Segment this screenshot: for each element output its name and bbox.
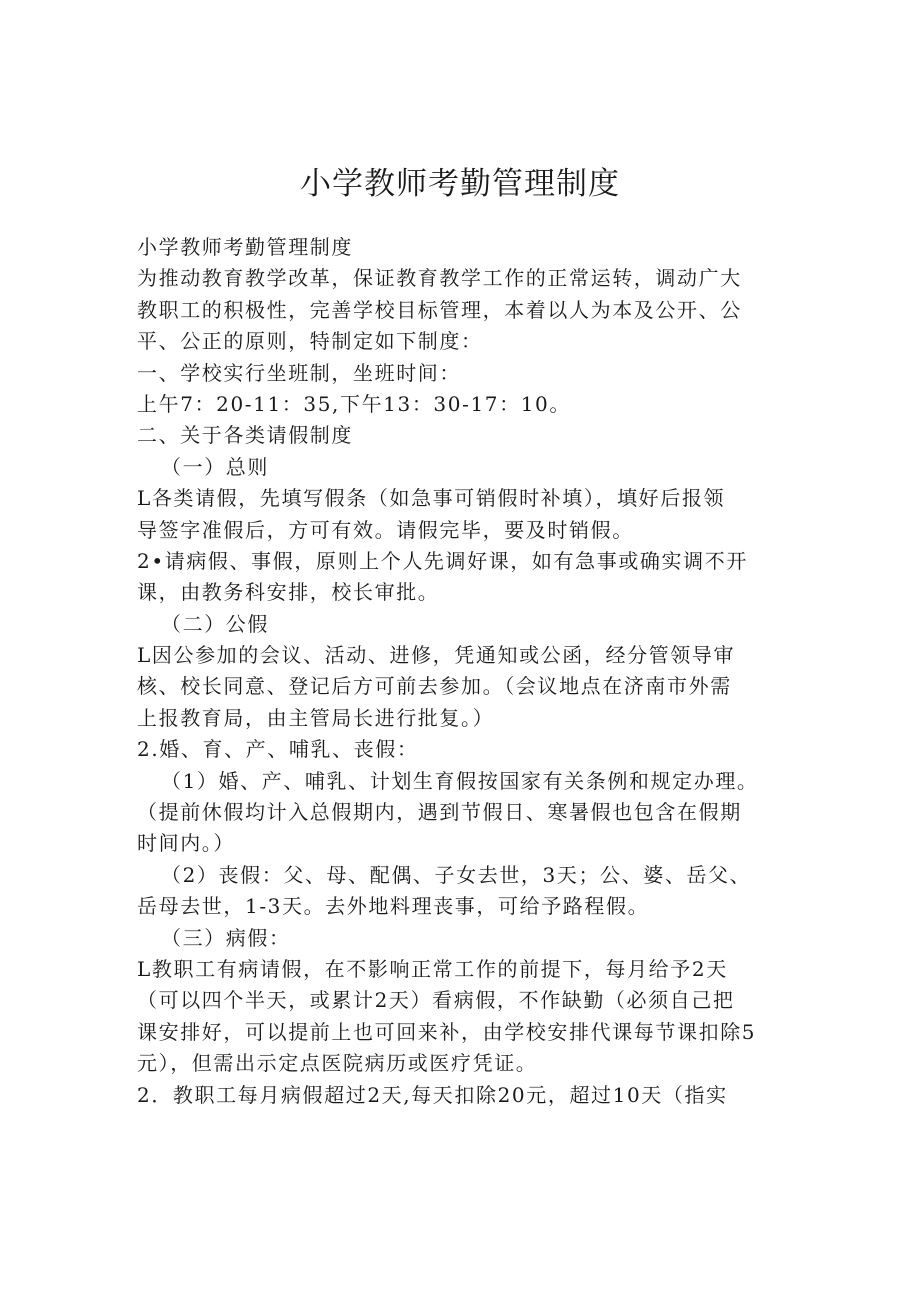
text-line: 为推动教育教学改革，保证教育教学工作的正常运转，调动广大 [137,266,742,291]
text-line: 元），但需出示定点医院病历或医疗凭证。 [137,1051,538,1076]
text-line: 一、学校实行坐班制，坐班时间： [137,360,461,385]
text-line: （可以四个半天，或累计2天）看病假，不作缺勤（必须自己把 [137,988,735,1013]
text-line: （三）病假： [161,925,291,950]
text-line: L教职工有病请假，在不影响正常工作的前提下，每月给予2天 [137,956,728,981]
text-line: 课安排好，可以提前上也可回来补，由学校安排代课每节课扣除5 [137,1019,757,1044]
text-line: L各类请假，先填写假条（如急事可销假时补填），填好后报领 [137,486,726,511]
text-line: 导签字准假后，方可有效。请假完毕，要及时销假。 [137,517,634,542]
text-line: 岳母去世，1-3天。去外地料理丧事，可给予路程假。 [137,894,650,919]
text-line: （2）丧假：父、母、配偶、子女去世，3天；公、婆、岳父、 [161,862,752,887]
text-line: 2．教职工每月病假超过2天,每天扣除20元，超过10天（指实 [137,1082,728,1107]
text-line: 时间内。） [137,831,235,856]
text-line: 平、公正的原则，特制定如下制度： [137,329,483,354]
text-line: 教职工的积极性，完善学校目标管理，本着以人为本及公开、公 [137,297,742,322]
text-line: 核、校长同意、登记后方可前去参加。（会议地点在济南市外需 [137,674,732,699]
text-line: （提前休假均计入总假期内，遇到节假日、寒暑假也包含在假期 [137,800,742,825]
text-line: 上报教育局，由主管局长进行批复。） [137,705,495,730]
text-line: （二）公假 [161,611,269,636]
text-line: 2.婚、育、产、哺乳、丧假： [137,737,419,762]
text-line: 小学教师考勤管理制度 [137,235,353,259]
text-line: L因公参加的会议、活动、进修，凭通知或公函，经分管领导审 [137,643,736,668]
text-line: （1）婚、产、哺乳、计划生育假按国家有关条例和规定办理。 [161,768,759,793]
text-line: 上午7：20-11：35,下午13：30-17：10。 [137,391,571,416]
text-line: 课，由教务科安排，校长审批。 [137,580,440,605]
document-body [137,232,807,1111]
text-line: 2•请病假、事假，原则上个人先调好课，如有急事或确实调不开 [137,548,748,573]
text-line: 二、关于各类请假制度 [137,423,353,448]
text-line: （一）总则 [161,454,269,479]
document-title: 小学教师考勤管理制度 [300,166,620,202]
